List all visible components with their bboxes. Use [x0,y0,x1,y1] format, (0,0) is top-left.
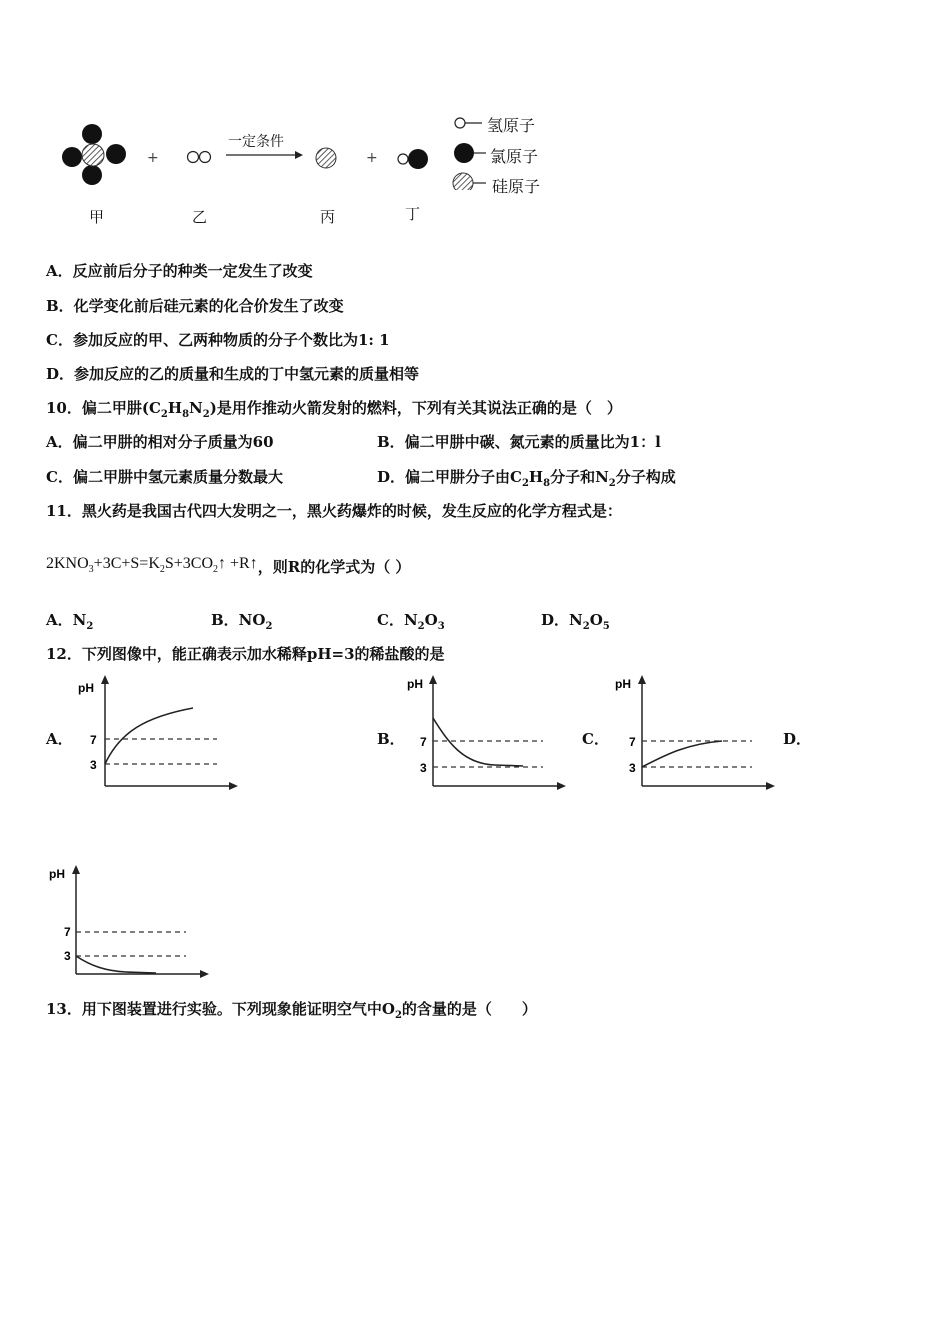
q9-option-d: D．参加反应的乙的质量和生成的丁中氢元素的质量相等 [46,365,420,383]
q11-stem: 11．黑火药是我国古代四大发明之一，黑火药爆炸的时候，发生反应的化学方程式是： [46,502,622,520]
q11-option-d: D．$N_2O_5$ [541,611,610,632]
q13-stem: 13．用下图装置进行实验。下列现象能证明空气中$O_2$的含量的是（ ） [46,1000,537,1021]
reaction-arrow [226,151,303,159]
q12-stem: 12．下列图像中，能正确表示加水稀释pH=3的稀盐酸的是 [46,645,445,663]
q12-option-c-label: C． [582,730,609,748]
q10-option-b: B．偏二甲肼中碳、氮元素的质量比为1：l [377,433,661,451]
molecule-yi [188,152,211,163]
graph-c-tick-3: 3 [629,761,636,775]
label-bing: 丙 [320,208,336,226]
graph-d-tick-7: 7 [64,925,71,939]
label-jia: 甲 [89,208,105,226]
graph-c-tick-7: 7 [629,735,636,749]
legend-symbols [453,118,486,190]
q9-option-c: C．参加反应的甲、乙两种物质的分子个数比为1: 1 [46,331,390,349]
graph-d-tick-3: 3 [64,949,71,963]
label-yi: 乙 [192,208,208,226]
graph-a [75,672,245,794]
q12-option-d-label: D． [783,730,812,748]
q10-option-d: D．偏二甲肼分子由$C_2H_8$分子和$N_2$分子构成 [377,468,676,489]
reaction-diagram [55,110,555,190]
graph-a-tick-3: 3 [90,758,97,772]
legend-hydrogen: 氢原子 [487,116,536,135]
label-ding: 丁 [405,205,421,223]
q11-equation: $2KNO_3+3C+S=K_2S+3CO_2↑$ +R↑，则R的化学式为（ ） [46,555,411,576]
graph-b-tick-3: 3 [420,761,427,775]
plus-sign-2: + [366,150,378,166]
q12-option-a-label: A． [46,730,73,748]
plus-sign-1: + [147,150,159,166]
graph-a-tick-7: 7 [90,733,97,747]
q12-option-b-label: B． [377,730,405,748]
q9-option-a: A．反应前后分子的种类一定发生了改变 [46,262,313,280]
legend-silicon: 硅原子 [492,177,541,196]
q10-option-a: A．偏二甲肼的相对分子质量为60 [46,433,274,451]
graph-a-axis-label: pH [78,681,94,695]
graph-b-tick-7: 7 [420,735,427,749]
reaction-condition: 一定条件 [228,134,284,150]
legend-chlorine: 氯原子 [490,147,539,166]
q10-option-c: C．偏二甲肼中氢元素质量分数最大 [46,468,283,486]
graph-d [46,862,216,984]
molecule-jia [62,124,126,185]
graph-b [403,672,573,794]
q11-option-b: B．$NO_2$ [211,611,273,632]
q11-option-a: A．$N_2$ [46,611,94,632]
graph-b-axis-label: pH [407,677,423,691]
graph-c [612,672,782,794]
q11-option-c: C．$N_2O_3$ [377,611,445,632]
q10-stem: 10．偏二甲肼$(C_2H_8N_2)$是用作推动火箭发射的燃料，下列有关其说法正确的是（ ） [46,399,622,420]
q9-option-b: B．化学变化前后硅元素的化合价发生了改变 [46,297,344,315]
molecule-bing [316,148,336,168]
graph-c-axis-label: pH [615,677,631,691]
molecule-ding [398,149,428,169]
graph-d-axis-label: pH [49,867,65,881]
